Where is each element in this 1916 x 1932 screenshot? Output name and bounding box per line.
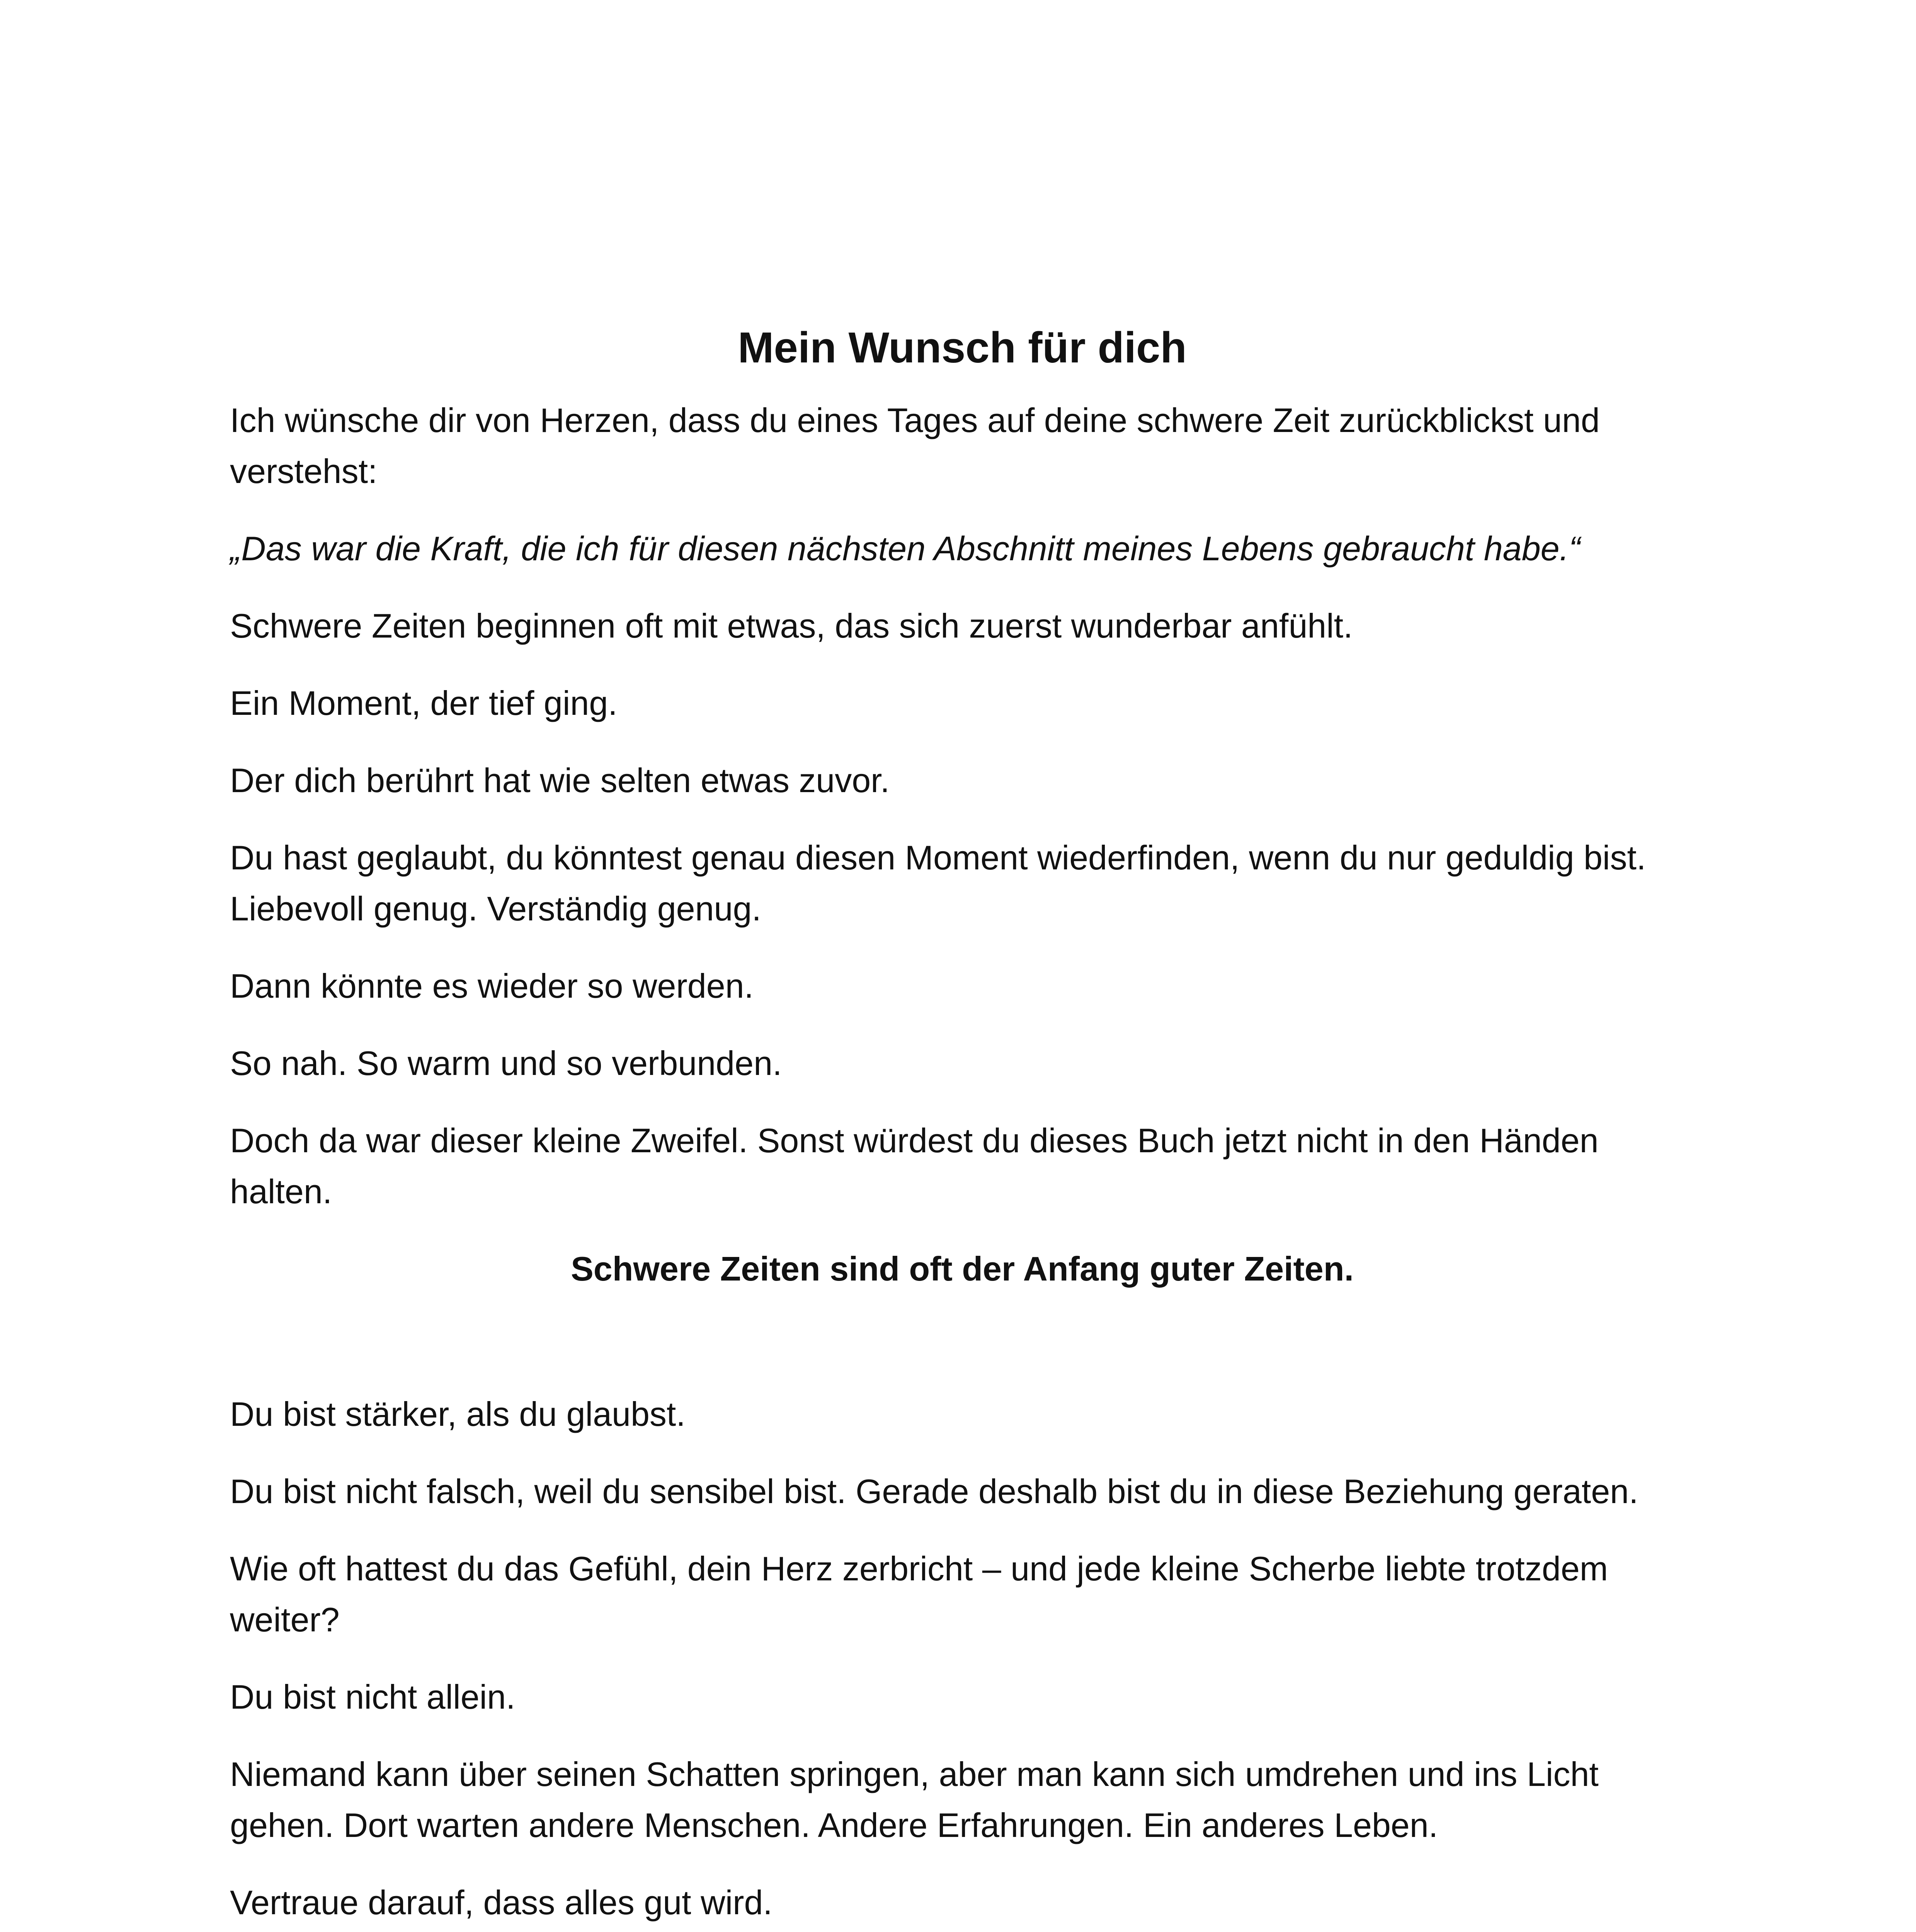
paragraph: So nah. So warm und so verbunden. xyxy=(230,1044,782,1082)
page-content xyxy=(230,321,1695,1932)
paragraph: Ein Moment, der tief ging. xyxy=(230,684,618,722)
paragraph: Doch da war dieser kleine Zweifel. Sonst würdest du dieses Buch jetzt nicht in den Händen halten. xyxy=(230,1121,1599,1211)
paragraph: Wie oft hattest du das Gefühl, dein Herz zerbricht – und jede kleine Scherbe liebte trotzdem weiter? xyxy=(230,1549,1608,1639)
paragraph: Dann könnte es wieder so werden. xyxy=(230,967,754,1005)
quote-paragraph: „Das war die Kraft, die ich für diesen nächsten Abschnitt meines Lebens gebraucht habe.“ xyxy=(230,529,1581,568)
paragraph: Schwere Zeiten beginnen oft mit etwas, das sich zuerst wunderbar anfühlt. xyxy=(230,607,1353,645)
paragraph: Du bist nicht falsch, weil du sensibel bist. Gerade deshalb bist du in diese Beziehung geraten. xyxy=(230,1472,1639,1510)
paragraph: Du bist nicht allein. xyxy=(230,1678,516,1716)
paragraph: Du hast geglaubt, du könntest genau diesen Moment wiederfinden, wenn du nur geduldig bist. Liebevoll genug. Verständig genug. xyxy=(230,838,1646,928)
paragraph: Niemand kann über seinen Schatten springen, aber man kann sich umdrehen und ins Licht gehen. Dort warten andere Menschen. Andere Erfahrungen. Ein anderes Leben. xyxy=(230,1755,1599,1844)
paragraph: Vertraue darauf, dass alles gut wird. xyxy=(230,1883,773,1922)
paragraph: Du bist stärker, als du glaubst. xyxy=(230,1395,686,1433)
paragraph-wish: Ich wünsche dir von Herzen, dass du eines Tages auf deine schwere Zeit zurückblickst und verstehst: xyxy=(230,401,1600,490)
highlight-statement: Schwere Zeiten sind oft der Anfang guter Zeiten. xyxy=(571,1250,1354,1288)
paragraph: Der dich berührt hat wie selten etwas zuvor. xyxy=(230,761,890,799)
page-title: Mein Wunsch für dich xyxy=(738,323,1187,372)
